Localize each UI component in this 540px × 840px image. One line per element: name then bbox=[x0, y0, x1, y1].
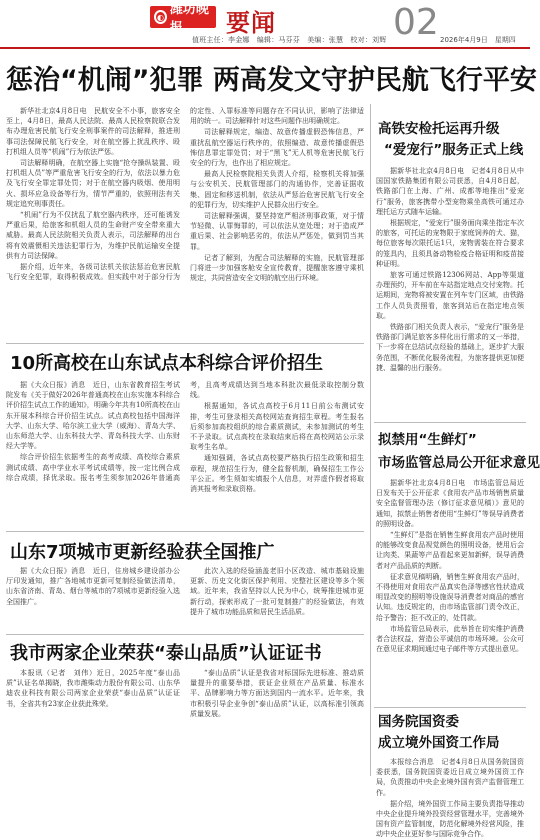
section-divider bbox=[374, 707, 526, 708]
article-paragraph: 此次入选的经验涵盖老旧小区改造、城市基础设施更新、历史文化街区保护利用、完整社区建设等多个领域。近年来，我省坚持以人民为中心，统筹推进城市更新行动，探索形成了一批可复制推广的经验做法，有效提升了城市功能品质和居民生活品质。 bbox=[190, 567, 364, 616]
article-paragraph: 铁路部门相关负责人表示，“爱宠行”服务是铁路部门满足旅客多样化出行需求的又一举措，下一步将在总结试点经验的基础上，逐步扩大服务范围，不断优化服务流程，为旅客提供更加便捷、温馨的出行服务。 bbox=[376, 323, 524, 372]
article-paragraph: 市场监管总局表示，此举旨在切实维护消费者合法权益，营造公平诚信的市场环境。公众可在意见征求期间通过电子邮件等方式提出意见。 bbox=[376, 624, 524, 654]
article-paragraph: 据新华社北京4月8日电 市场监管总局近日发布关于公开征求《食用农产品市场销售质量安全监督管理办法（修订征求意见稿）》意见的通知，拟禁止销售者使用“生鲜灯”等误导消费者的照明设备。 bbox=[376, 479, 524, 528]
article-paragraph: 据介绍，境外国资工作局主要负责指导推动中央企业提升境外投资经营管理水平，完善境外国有资产监管制度，防范化解境外经营风险，推动中央企业更好参与国际竞争合作。 bbox=[376, 799, 524, 839]
article-paragraph: 本报讯（记者 刘伟）近日，2025年度“泰山品质”认证名单揭晓，我市潍柴动力股份有限公司、山东华迪农业科技有限公司两家企业荣获“泰山品质”认证证书，全省共有23家企业获此殊荣。 bbox=[6, 669, 180, 708]
date-line: 2026年4月9日 星期四 bbox=[440, 36, 516, 44]
article-paragraph: “生鲜灯”是指在销售生鲜食用农产品时使用的能够改变食品视觉颜色的照明设备，使用后会让肉类、果蔬等产品看起来更加新鲜，误导消费者对产品品质的判断。 bbox=[376, 531, 524, 570]
article-paragraph: 据《大众日报》消息 近日，山东省教育招生考试院发布《关于做好2026年普通高校在山东实施本科综合评价招生试点工作的通知》，明确今年共有10所高校在山东开展本科综合评价招生试点。试点高校包括中国海洋大学、山东大学、哈尔滨工业大学（威海）、青岛大学、山东师范大学、山东科技大学、青岛科技大学、山东财经大学等。 bbox=[6, 381, 180, 451]
lead-paragraph: 司法解释规定，编造、故意传播虚假恐怖信息，严重扰乱航空器运行秩序的，依照编造、故意传播虚假恐怖信息罪定罪处罚；对于“黑飞”无人机等危害民航飞行安全的行为，也作出了相应规定。 bbox=[190, 128, 364, 168]
right-headline-line1: 高铁安检托运再升级 bbox=[378, 121, 500, 137]
lead-paragraph: 新华社北京4月8日电 民航安全不小事，旅客安全至上，4月8日，最高人民法院、最高人民检察院联合发布办理危害民航飞行安全刑事案件的司法解释，推进刑事司法保障民航飞行安全，对在航空器上扰乱秩序、殴打机组人员等“机闹”行为依法严惩。 bbox=[6, 107, 180, 156]
article-paragraph: 本报综合消息 记者4月8日从国务院国资委获悉，国务院国资委近日成立境外国资工作局，负责推动中央企业境外国有资产监督管理工作。 bbox=[376, 758, 524, 797]
logo-text: 潍坊晚报 bbox=[169, 2, 209, 36]
lead-paragraph: 据介绍，近年来，各级司法机关依法惩治危害民航飞行安全犯罪，取得积极成效。但实践中对于部分行为的定性、入罪标准等问题存在不同认识，影响了法律适用的统一。司法解释针对这些问题作出明确规定。 bbox=[6, 107, 364, 282]
page-number: 02 bbox=[393, 2, 439, 43]
right-headline-line2: “爱宠行”服务正式上线 bbox=[384, 142, 524, 158]
right-headline-line2: 市场监管总局公开征求意见 bbox=[378, 455, 540, 471]
section-title: 要闻 bbox=[226, 9, 276, 37]
lead-paragraph: 记者了解到，为配合司法解释的实施，民航管理部门将进一步加强客舱安全宣传教育，提醒旅客遵守乘机规定，共同营造安全文明的航空出行环境。 bbox=[190, 253, 364, 283]
right-headline-line1: 拟禁用“生鲜灯” bbox=[378, 432, 477, 448]
editor-line: 值班主任：李金娜 编辑：马芬芬 美编：张慧 校对：刘辉 bbox=[192, 36, 387, 44]
article-headline: 我市两家企业荣获“泰山品质”认证证书 bbox=[10, 643, 322, 664]
right-article-body bbox=[376, 166, 524, 422]
article-paragraph: 根据通知，各试点高校于6月11日前公布测试安排，考生可登录相关高校网站查询招生章程。考生报名后须参加高校组织的综合素质测试，未参加测试的考生不予录取。试点高校在录取结束后将在高校网站公示录取考生名单。 bbox=[190, 402, 364, 452]
lead-headline: 惩治“机闹”犯罪 两高发文守护民航飞行平安 bbox=[6, 65, 537, 96]
article-paragraph: “泰山品质”认证是我省对标国际先进标准、推动质量提升的重要举措，获证企业须在产品质量、标准水平、品牌影响力等方面达到国内一流水平。近年来，我市积极引导企业争创“泰山品质”认证，以高标准引领高质量发展。 bbox=[190, 669, 364, 718]
logo-emblem-icon: ◐ bbox=[154, 10, 167, 24]
article-paragraph: 综合评价招生依据考生的高考成绩、高校综合素质测试成绩、高中学业水平考试成绩等，按一定比例合成综合成绩，择优录取。报名考生须参加2026年普通高考，且高考成绩达到当地本科批次最低录取控制分数线。 bbox=[6, 381, 364, 482]
masthead-rule bbox=[0, 47, 530, 49]
newspaper-logo bbox=[150, 2, 216, 36]
article-body bbox=[6, 668, 364, 780]
right-headline-line2: 成立境外国资工作局 bbox=[378, 735, 500, 751]
section-divider bbox=[6, 634, 364, 635]
right-article-body bbox=[376, 757, 524, 839]
right-article-body bbox=[376, 478, 524, 708]
lead-paragraph: 司法解释强调，要坚持宽严相济刑事政策，对于情节轻微、认罪悔罪的，可以依法从宽处理；对于造成严重后果、社会影响恶劣的，依法从严惩处，做到罚当其罪。 bbox=[190, 212, 364, 251]
article-paragraph: 征求意见稿明确，销售生鲜食用农产品时，不得使用对食用农产品真实色泽等感官性状造成明显改变的照明等设施误导消费者对商品的感官认知。违反规定的，由市场监管部门责令改正，给予警告；拒不改正的，处罚款。 bbox=[376, 572, 524, 622]
lead-paragraph: 最高人民检察院相关负责人介绍，检察机关将加强与公安机关、民航管理部门的沟通协作，完善证据收集、固定和移送机制，依法从严惩治危害民航飞行安全的犯罪行为，切实维护人民群众出行安全。 bbox=[190, 170, 364, 209]
lead-paragraph: “机闹”行为不仅扰乱了航空器内秩序，还可能诱发严重后果，给旅客和机组人员的生命财产安全带来重大威胁。最高人民法院相关负责人表示，司法解释的出台将有效震慑相关违法犯罪行为，为维护民航运输安全提供有力司法保障。 bbox=[6, 211, 180, 260]
article-body bbox=[6, 380, 364, 530]
article-headline: 山东7项城市更新经验获全国推广 bbox=[10, 542, 275, 563]
article-paragraph: 据《大众日报》消息 近日，住房城乡建设部办公厅印发通知，推广各地城市更新可复制经验做法清单，山东省济南、青岛、烟台等城市的7项城市更新经验入选全国推广。 bbox=[6, 567, 180, 606]
article-headline: 10所高校在山东试点本科综合评价招生 bbox=[10, 353, 324, 374]
article-body bbox=[6, 566, 364, 633]
right-headline-line1: 国务院国资委 bbox=[378, 714, 459, 730]
lead-article-body bbox=[6, 106, 364, 342]
article-paragraph: 通知强调，各试点高校要严格执行招生政策和招生章程，规范招生行为，健全监督机制，确保招生工作公平公正。考生须如实填报个人信息，对弄虚作假者将取消其报考和录取资格。 bbox=[190, 454, 364, 494]
section-divider bbox=[6, 531, 364, 532]
column-divider bbox=[370, 104, 371, 776]
section-divider bbox=[6, 343, 364, 344]
masthead bbox=[0, 0, 530, 50]
section-divider bbox=[374, 422, 526, 423]
lead-paragraph: 司法解释明确，在航空器上实施“抢夺操纵装置、殴打机组人员”等严重危害飞行安全的行为，依法以暴力危及飞行安全罪定罪处罚；对于在航空器内吸烟、使用明火、损坏应急设备等行为，情节严重的，依照刑法有关规定追究刑事责任。 bbox=[6, 159, 180, 208]
article-paragraph: 据新华社北京4月8日电 记者4月8日从中国国家铁路集团有限公司获悉，自4月8日起，铁路部门在上海、广州、成都等地推出“爱宠行”服务，旅客携带小型宠物乘坐高铁可通过办理托运方式随车运输。 bbox=[376, 167, 524, 216]
article-paragraph: 旅客可通过铁路12306网站、App等渠道办理预约，开车前在车站指定地点交付宠物。托运期间，宠物将被安置在列车专门区域，由铁路工作人员负责照看，旅客到站后在指定地点领取。 bbox=[376, 271, 524, 320]
article-paragraph: 根据规定，“爱宠行”服务面向乘坐指定车次的旅客，可托运的宠物限于家庭饲养的犬、猫，每位旅客每次限托运1只，宠物需装在符合要求的笼具内，且须具备动物检疫合格证明和疫苗接种证明。 bbox=[376, 219, 524, 268]
